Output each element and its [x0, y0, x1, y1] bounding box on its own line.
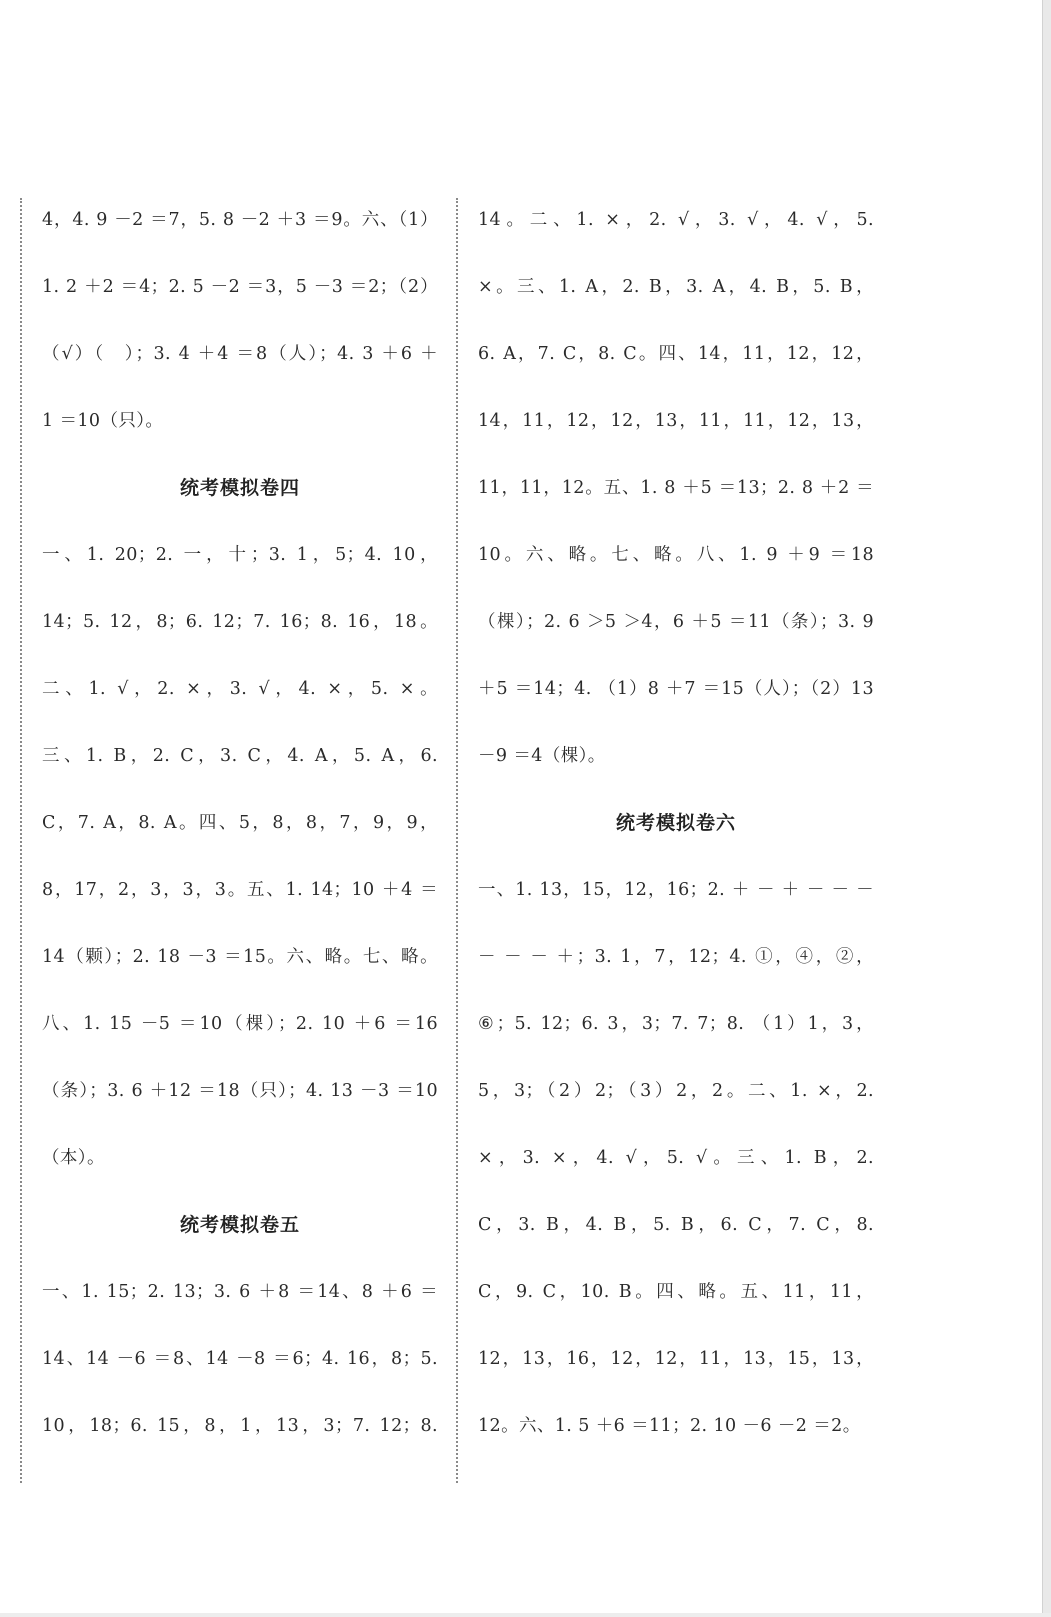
answer-block-exam-5: [42, 1277, 438, 1478]
answer-line: 三、1. B，2. C，3. C，4. A，5. A，6.: [42, 746, 438, 766]
answer-line: （√）（ ）；3. 4 ＋4 ＝8（人）；4. 3 ＋6 ＋: [42, 344, 438, 364]
right-column: [478, 205, 874, 1478]
left-column: [42, 205, 438, 1478]
answer-line: 一、1. 15；2. 13；3. 6 ＋8 ＝14、8 ＋6 ＝: [42, 1282, 438, 1302]
answer-line: 一、1. 20；2. 一，十；3. 1，5；4. 10，: [42, 545, 438, 565]
center-dotted-rule: [456, 198, 458, 1483]
answer-line: 10，18；6. 15，8，1，13，3；7. 12；8.: [42, 1416, 438, 1436]
left-dotted-rule: [20, 198, 22, 1483]
answer-block-exam-6: [478, 875, 874, 1478]
answer-line: （条）；3. 6 ＋12 ＝18（只）；4. 13 －3 ＝10: [42, 1081, 438, 1101]
answer-line: 八、1. 15 －5 ＝10（棵）；2. 10 ＋6 ＝16: [42, 1014, 438, 1034]
answer-line: C，3. B，4. B，5. B，6. C，7. C，8.: [478, 1215, 874, 1235]
section-title-exam-5: 统考模拟卷五: [179, 1214, 300, 1236]
answer-line: 12。六、1. 5 ＋6 ＝11；2. 10 －6 －2 ＝2。: [478, 1416, 861, 1436]
answer-line: 14。二、1. ×，2. √，3. √，4. √，5.: [478, 210, 874, 230]
answer-line: C，7. A，8. A。四、5，8，8，7，9，9，: [42, 813, 438, 833]
answer-line: （本）。: [42, 1148, 105, 1168]
answer-line: 1. 2 ＋2 ＝4；2. 5 －2 ＝3，5 －3 ＝2；（2）: [42, 277, 438, 297]
page-edge-right: [1042, 0, 1051, 1617]
answer-line: 14；5. 12，8；6. 12；7. 16；8. 16，18。: [42, 612, 438, 632]
section-title-exam-4: 统考模拟卷四: [179, 477, 300, 499]
answer-line: 二、1. √，2. ×，3. √，4. ×，5. ×。: [42, 679, 438, 699]
answer-line: 14，11，12，12，13，11，11，12，13，: [478, 411, 874, 431]
page-edge-bottom: [0, 1613, 1051, 1617]
answer-line: 8，17，2，3，3，3。五、1. 14；10 ＋4 ＝: [42, 880, 438, 900]
section-title-exam-6: 统考模拟卷六: [615, 812, 736, 834]
answer-line: ×。三、1. A，2. B，3. A，4. B，5. B，: [478, 277, 874, 297]
answer-line: 12，13，16，12，12，11，13，15，13，: [478, 1349, 874, 1369]
answer-line: 1 ＝10（只）。: [42, 411, 164, 431]
answer-line: ×，3. ×，4. √，5. √。三、1. B，2.: [478, 1148, 874, 1168]
answer-line: （棵）；2. 6 ＞5 ＞4，6 ＋5 ＝11（条）；3. 9: [478, 612, 874, 632]
answer-block-exam-5-continued: [478, 205, 874, 808]
answer-line: C，9. C，10. B。四、略。五、11，11，: [478, 1282, 874, 1302]
answer-line: 14、14 －6 ＝8、14 －8 ＝6；4. 16，8；5.: [42, 1349, 438, 1369]
answer-line: ＋5 ＝14；4. （1）8 ＋7 ＝15（人）；（2）13: [478, 679, 874, 699]
answer-line: 4，4. 9 －2 ＝7，5. 8 －2 ＋3 ＝9。六、（1）: [42, 210, 438, 230]
answer-block-top: [42, 205, 438, 473]
answer-line: 6. A，7. C，8. C。四、14，11，12，12，: [478, 344, 874, 364]
answer-line: 10。六、略。七、略。八、1. 9 ＋9 ＝18: [478, 545, 874, 565]
answer-line: 5，3；（2）2；（3）2，2。二、1. ×，2.: [478, 1081, 874, 1101]
answer-line: － － － ＋；3. 1，7，12；4. ①，④，②，: [478, 947, 874, 967]
answer-line: 11，11，12。五、1. 8 ＋5 ＝13；2. 8 ＋2 ＝: [478, 478, 874, 498]
answer-block-exam-4: [42, 540, 438, 1210]
answer-line: －9 ＝4（棵）。: [478, 746, 606, 766]
answer-line: 一、1. 13，15，12，16；2. ＋ － ＋ － － －: [478, 880, 874, 900]
answer-line: ⑥；5. 12；6. 3，3；7. 7；8. （1）1，3，: [478, 1014, 874, 1034]
answer-line: 14（颗）；2. 18 －3 ＝15。六、略。七、略。: [42, 947, 438, 967]
